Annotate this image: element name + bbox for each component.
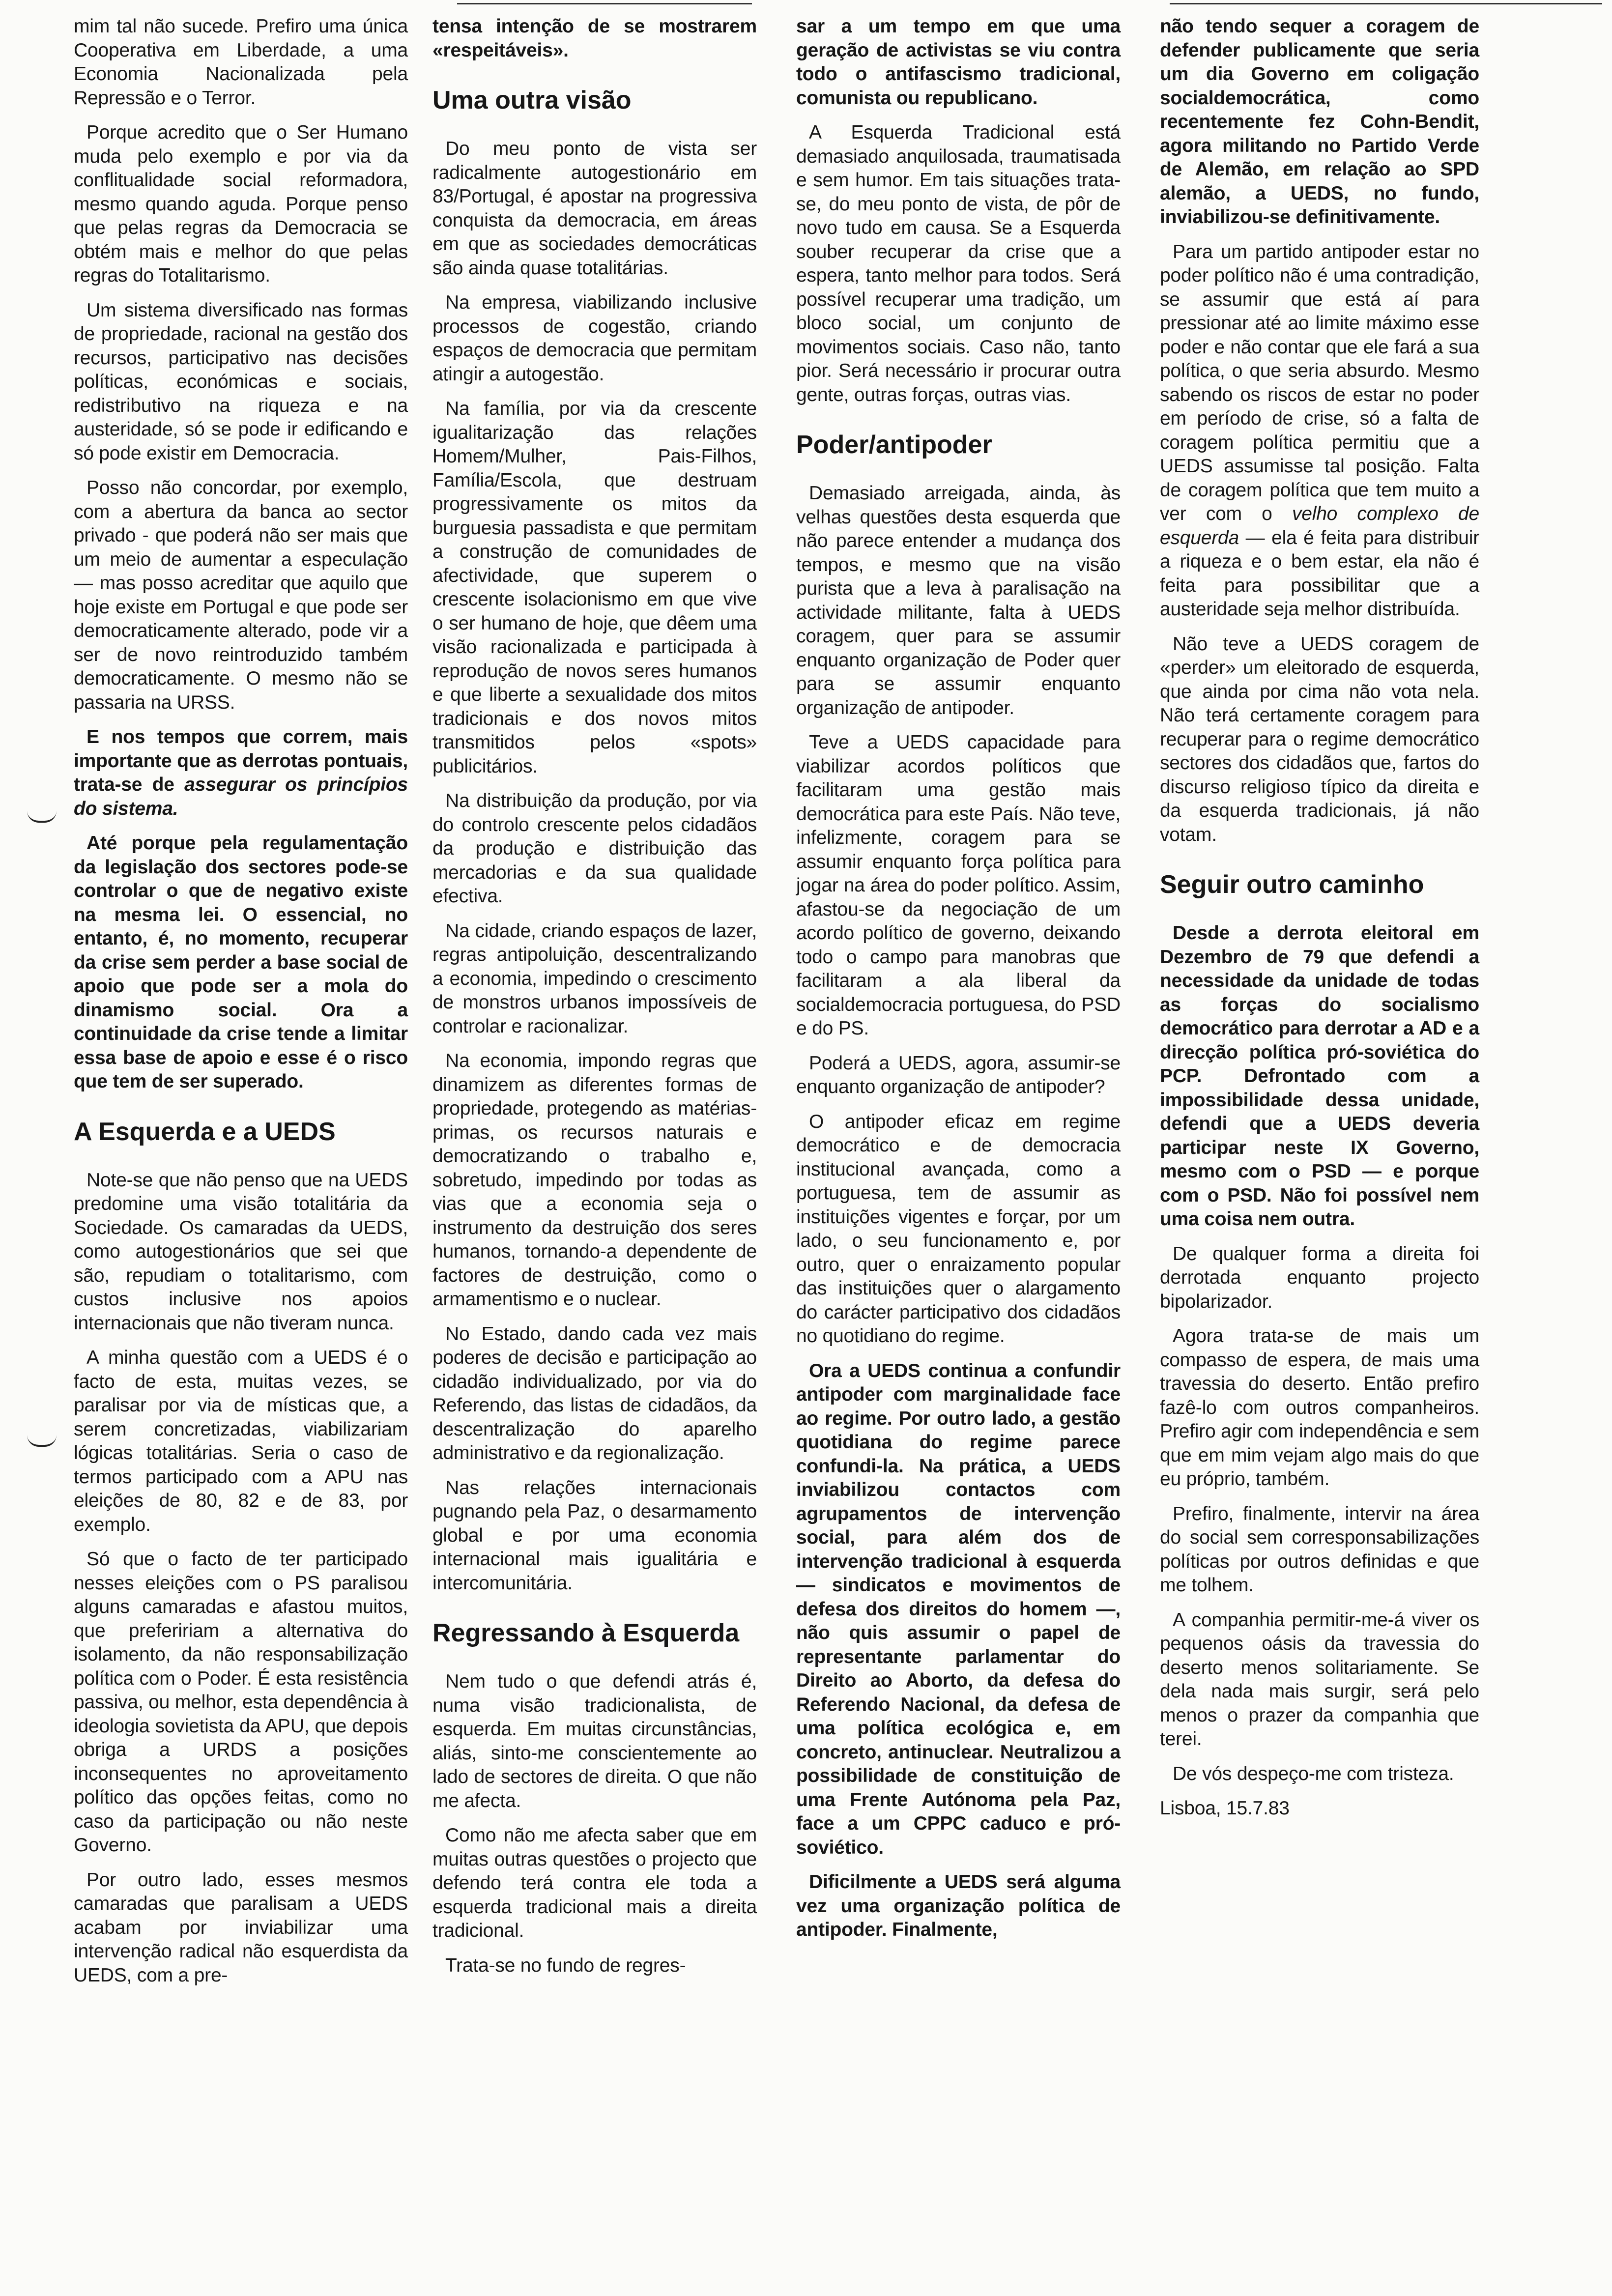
paragraph: A Esquerda Tradicional está demasiado anquilosada, traumatisada e sem humor. Em tais situações trata-se, do meu ponto de vista, de pôr de novo tudo em causa. Se a Esquerda souber recuperar da crise que a espera, tanto melhor para todos. Será possível recuperar uma tradição, um bloco social, um conjunto de movimentos sociais. Caso não, tanto pior. Será necessário ir procurar outra gente, outras forças, outras vias.	[796, 122, 1121, 405]
paragraph: Na cidade, criando espaços de lazer, regras antipoluição, descentralizando a economia, impedindo o crescimento de monstros urbanos impossíveis de controlar e racionalizar.	[432, 920, 757, 1037]
paragraph: Teve a UEDS capacidade para viabilizar acordos políticos que facilitaram uma gestão mais democrática para este País. Não teve, infelizmente, coragem para se assumir enquanto força política para jogar na área do poder político. Assim, afastou-se da negociação de um acordo político de governo, deixando todo o campo para manobras que facilitaram a ala liberal da socialdemocracia portuguesa, do PSD e do PS.	[796, 732, 1121, 1039]
column-1	[74, 15, 408, 1998]
paragraph: Prefiro, finalmente, intervir na área do social sem corresponsabilizações políticas por outros definidas e que me tolhem.	[1160, 1503, 1479, 1596]
column-4	[1160, 15, 1479, 1832]
top-rule	[1170, 3, 1602, 4]
paragraph: Demasiado arreigada, ainda, às velhas questões desta esquerda que não parece entender a mudança dos tempos, e mesmo que na visão purista que a leva à paralisação na actividade militante, falta à UEDS coragem, quer para se assumir enquanto organização de Poder quer para se assumir enquanto organização de antipoder.	[796, 483, 1121, 718]
paragraph: Como não me afecta saber que em muitas outras questões o projecto que defendo terá contra ele toda a esquerda tradicional mais a direita tradicional.	[432, 1825, 757, 1941]
paragraph: Poderá a UEDS, agora, assumir-se enquanto organização de antipoder?	[796, 1052, 1121, 1097]
paragraph: Ora a UEDS continua a confundir antipoder com marginalidade face ao regime. Por outro lado, a gestão quotidiana do regime parece confundi-la. Na prática, a UEDS inviabilizou contactos com agrupamentos de intervenção social, para além dos de intervenção tradicional à esquerda — sindicatos e movimentos de defesa dos direitos do homem —, não quis assumir o papel de representante parlamentar do Direito ao Aborto, da defesa do Referendo Nacional, da defesa de uma política ecológica e, em concreto, antinuclear. Neutralizou a possibilidade de constituição de uma Frente Autónoma pela Paz, face a um CPPC caduco e pró-soviético.	[796, 1360, 1121, 1858]
paragraph: No Estado, dando cada vez mais poderes de decisão e participação ao cidadão individualizado, por via do Referendo, das listas de cidadãos, da descentralização do aparelho administrativo e da regionalização.	[432, 1323, 757, 1464]
paragraph: Um sistema diversificado nas formas de propriedade, racional na gestão dos recursos, participativo nas decisões políticas, económicas e sociais, redistributivo na riqueza e na austeridade, só se pode ir edificando e só pode existir em Democracia.	[74, 299, 408, 464]
paragraph: Na economia, impondo regras que dinamizem as diferentes formas de propriedade, protegendo as matérias-primas, os recursos naturais e democratizando o trabalho e, sobretudo, impedindo por todas as vias que a economia seja o instrumento da destruição dos seres humanos, tornando-a dependente de factores de destruição, como o armamentismo e o nuclear.	[432, 1050, 757, 1310]
section-heading: Regressando à Esquerda	[432, 1619, 740, 1647]
paragraph	[74, 725, 408, 821]
paragraph: Só que o facto de ter participado nesses eleições com o PS paralisou alguns camaradas e afastou muitos, que prefeririam a alternativa do isolamento, da não responsabilização política com o Poder. É esta resistência passiva, ou melhor, esta dependência à ideologia sovietista da APU, que depois obriga a URDS a posições inconsequentes no aproveitamento político das opções feitas, como no caso da participação ou não neste Governo.	[74, 1549, 408, 1856]
emphasis: assegurar os princípios do sistema.	[74, 774, 408, 819]
column-3	[796, 15, 1121, 1953]
paragraph: Do meu ponto de vista ser radicalmente autogestionário em 83/Portugal, é apostar na progressiva conquista da democracia, em áreas em que as sociedades democráticas são ainda quase totalitárias.	[432, 138, 757, 279]
column-2	[432, 15, 757, 1988]
paragraph: Trata-se no fundo de regres-	[445, 1954, 686, 1976]
section-heading: A Esquerda e a UEDS	[74, 1117, 336, 1146]
text: — ela é feita para distribuir a riqueza e o bem estar, ela não é feita para possibilitar que a austeridade seja melhor distribuída.	[1160, 527, 1479, 620]
paragraph: Por outro lado, esses mesmos camaradas que paralisam a UEDS acabam por inviabilizar uma intervenção radical não esquerdista da UEDS, com a pre-	[74, 1869, 408, 1986]
section-heading: Seguir outro caminho	[1160, 870, 1424, 899]
paragraph: mim tal não sucede. Prefiro uma única Cooperativa em Liberdade, a uma Economia Nacionalizada pela Repressão e o Terror.	[74, 16, 408, 109]
paragraph: tensa intenção de se mostrarem «respeitáveis».	[432, 16, 757, 61]
paragraph: Posso não concordar, por exemplo, com a abertura da banca ao sector privado - que poderá não ser mais que um meio de aumentar a especulação — mas posso acreditar que aquilo que hoje existe em Portugal e que pode ser democraticamente alterado, pode vir a ser de novo reintroduzido também democraticamente. O mesmo não se passaria na URSS.	[74, 477, 408, 713]
emphasis: velho complexo de esquerda	[1160, 503, 1479, 548]
paragraph: De qualquer forma a direita foi derrotada enquanto projecto bipolarizador.	[1160, 1243, 1479, 1312]
paragraph: Na empresa, viabilizando inclusive processos de cogestão, criando espaços de democracia que permitam atingir a autogestão.	[432, 292, 757, 385]
paragraph	[1160, 240, 1479, 622]
paragraph: A companhia permitir-me-á viver os pequenos oásis da travessia do deserto menos solitariamente. Se dela nada mais surgir, será pelo menos o prazer da companhia que terei.	[1160, 1609, 1479, 1750]
paragraph: Desde a derrota eleitoral em Dezembro de 79 que defendi a necessidade da unidade de todas as forças do socialismo democrático para derrotar a AD e a direcção política pró-soviética do PCP. Defrontado com a impossibilidade dessa unidade, defendi que a UEDS deveria participar neste IX Governo, mesmo com o PSD — e porque com o PSD. Não foi possível nem uma coisa nem outra.	[1160, 922, 1479, 1230]
paragraph: Note-se que não penso que na UEDS predomine uma visão totalitária da Sociedade. Os camaradas da UEDS, como autogestionários que sei que são, repudiam o totalitarismo, com custos inclusive nos apoios internacionais que não tiveram nunca.	[74, 1169, 408, 1334]
paragraph: Até porque pela regulamentação da legislação dos sectores pode-se controlar o que de negativo existe na mesma lei. O essencial, no entanto, é, no momento, recuperar da crise sem perder a base social de apoio que pode ser a mola do dinamismo social. Ora a continuidade da crise tende a limitar essa base de apoio e esse é o risco que tem de ser superado.	[74, 832, 408, 1092]
paragraph: Dificilmente a UEDS será alguma vez uma organização política de antipoder. Finalmente,	[796, 1871, 1121, 1940]
paragraph: não tendo sequer a coragem de defender publicamente que seria um dia Governo em coligação socialdemocrática, como recentemente fez Cohn-Bendit, agora militando no Partido Verde de Alemão, em relação ao SPD alemão, a UEDS, no fundo, inviabilizou-se definitivamente.	[1160, 16, 1479, 228]
paragraph: Porque acredito que o Ser Humano muda pelo exemplo e por via da conflitualidade social reformadora, mesmo quando aguda. Porque penso que pelas regras da Democracia se obtém mais e melhor do que pelas regras do Totalitarismo.	[74, 122, 408, 286]
text: E nos tempos que correm, mais importante que as derrotas pontuais, trata-se de	[74, 726, 408, 795]
paragraph: Nas relações internacionais pugnando pela Paz, o desarmamento global e por uma economia internacional mais igualitária e intercomunitária.	[432, 1477, 757, 1594]
paragraph: Agora trata-se de mais um compasso de espera, de mais uma travessia do deserto. Então prefiro fazê-lo com outros companheiros. Prefiro agir com independência e sem que em mim vejam algo mais do que eu próprio, também.	[1160, 1325, 1479, 1490]
paragraph: Nem tudo o que defendi atrás é, numa visão tradicionalista, de esquerda. Em muitas circunstâncias, aliás, sinto-me conscientemente ao lado de sectores de direita. O que não me afecta.	[432, 1671, 757, 1811]
paragraph: De vós despeço-me com tristeza.	[1173, 1763, 1454, 1784]
paragraph: Na distribuição da produção, por via do controlo crescente pelos cidadãos da produção e distribuição das mercadorias e da sua qualidade efectiva.	[432, 790, 757, 907]
paragraph: O antipoder eficaz em regime democrático e de democracia institucional avançada, como a portuguesa, tem de assumir as instituições vigentes e forçar, por um lado, o seu funcionamento e, por outro, quer o enraizamento popular das instituições quer o alargamento do carácter participativo dos cidadãos no quotidiano do regime.	[796, 1111, 1121, 1347]
paragraph: Não teve a UEDS coragem de «perder» um eleitorado de esquerda, que ainda por cima não vota nela. Não terá certamente coragem para recuperar para o regime democrático sectores dos cidadãos que, fartos do discurso religioso típico da direita e da esquerda tradicionais, já não votam.	[1160, 633, 1479, 845]
paragraph: A minha questão com a UEDS é o facto de esta, muitas vezes, se paralisar por via de místicas que, a serem concretizadas, viabilizariam lógicas totalitárias. Seria o caso de termos participado com a APU nas eleições de 80, 82 e de 83, por exemplo.	[74, 1347, 408, 1535]
paragraph: sar a um tempo em que uma geração de activistas se viu contra todo o antifascismo tradicional, comunista ou republicano.	[796, 16, 1121, 109]
top-rule	[457, 3, 752, 4]
signature-line: Lisboa, 15.7.83	[1160, 1798, 1290, 1819]
text: Para um partido antipoder estar no poder político não é uma contradição, se assumir que está aí para pressionar até ao limite máximo esse poder e não contar que ele fará a sua política, o que seria absurdo. Mesmo sabendo os riscos de estar no poder em período de crise, só a falta de coragem política permitiu que a UEDS assumisse tal posição. Falta de coragem política que tem muito a ver com o	[1160, 241, 1479, 524]
paragraph: Na família, por via da crescente igualitarização das relações Homem/Mulher, Pais-Filhos, Família/Escola, que destruam progressivamente os mitos da burguesia passadista e que permitam a construção de comunidades de afectividade, que superem o crescente isolacionismo em que vive o ser humano de hoje, que dêem uma visão racionalizada e participada à reprodução de novos seres humanos e que liberte a sexualidade dos mitos tradicionais e dos novos mitos transmitidos pelos «spots» publicitários.	[432, 398, 757, 777]
section-heading: Uma outra visão	[432, 86, 632, 115]
margin-mark	[27, 811, 57, 823]
margin-mark	[27, 1435, 57, 1447]
section-heading: Poder/antipoder	[796, 430, 992, 459]
